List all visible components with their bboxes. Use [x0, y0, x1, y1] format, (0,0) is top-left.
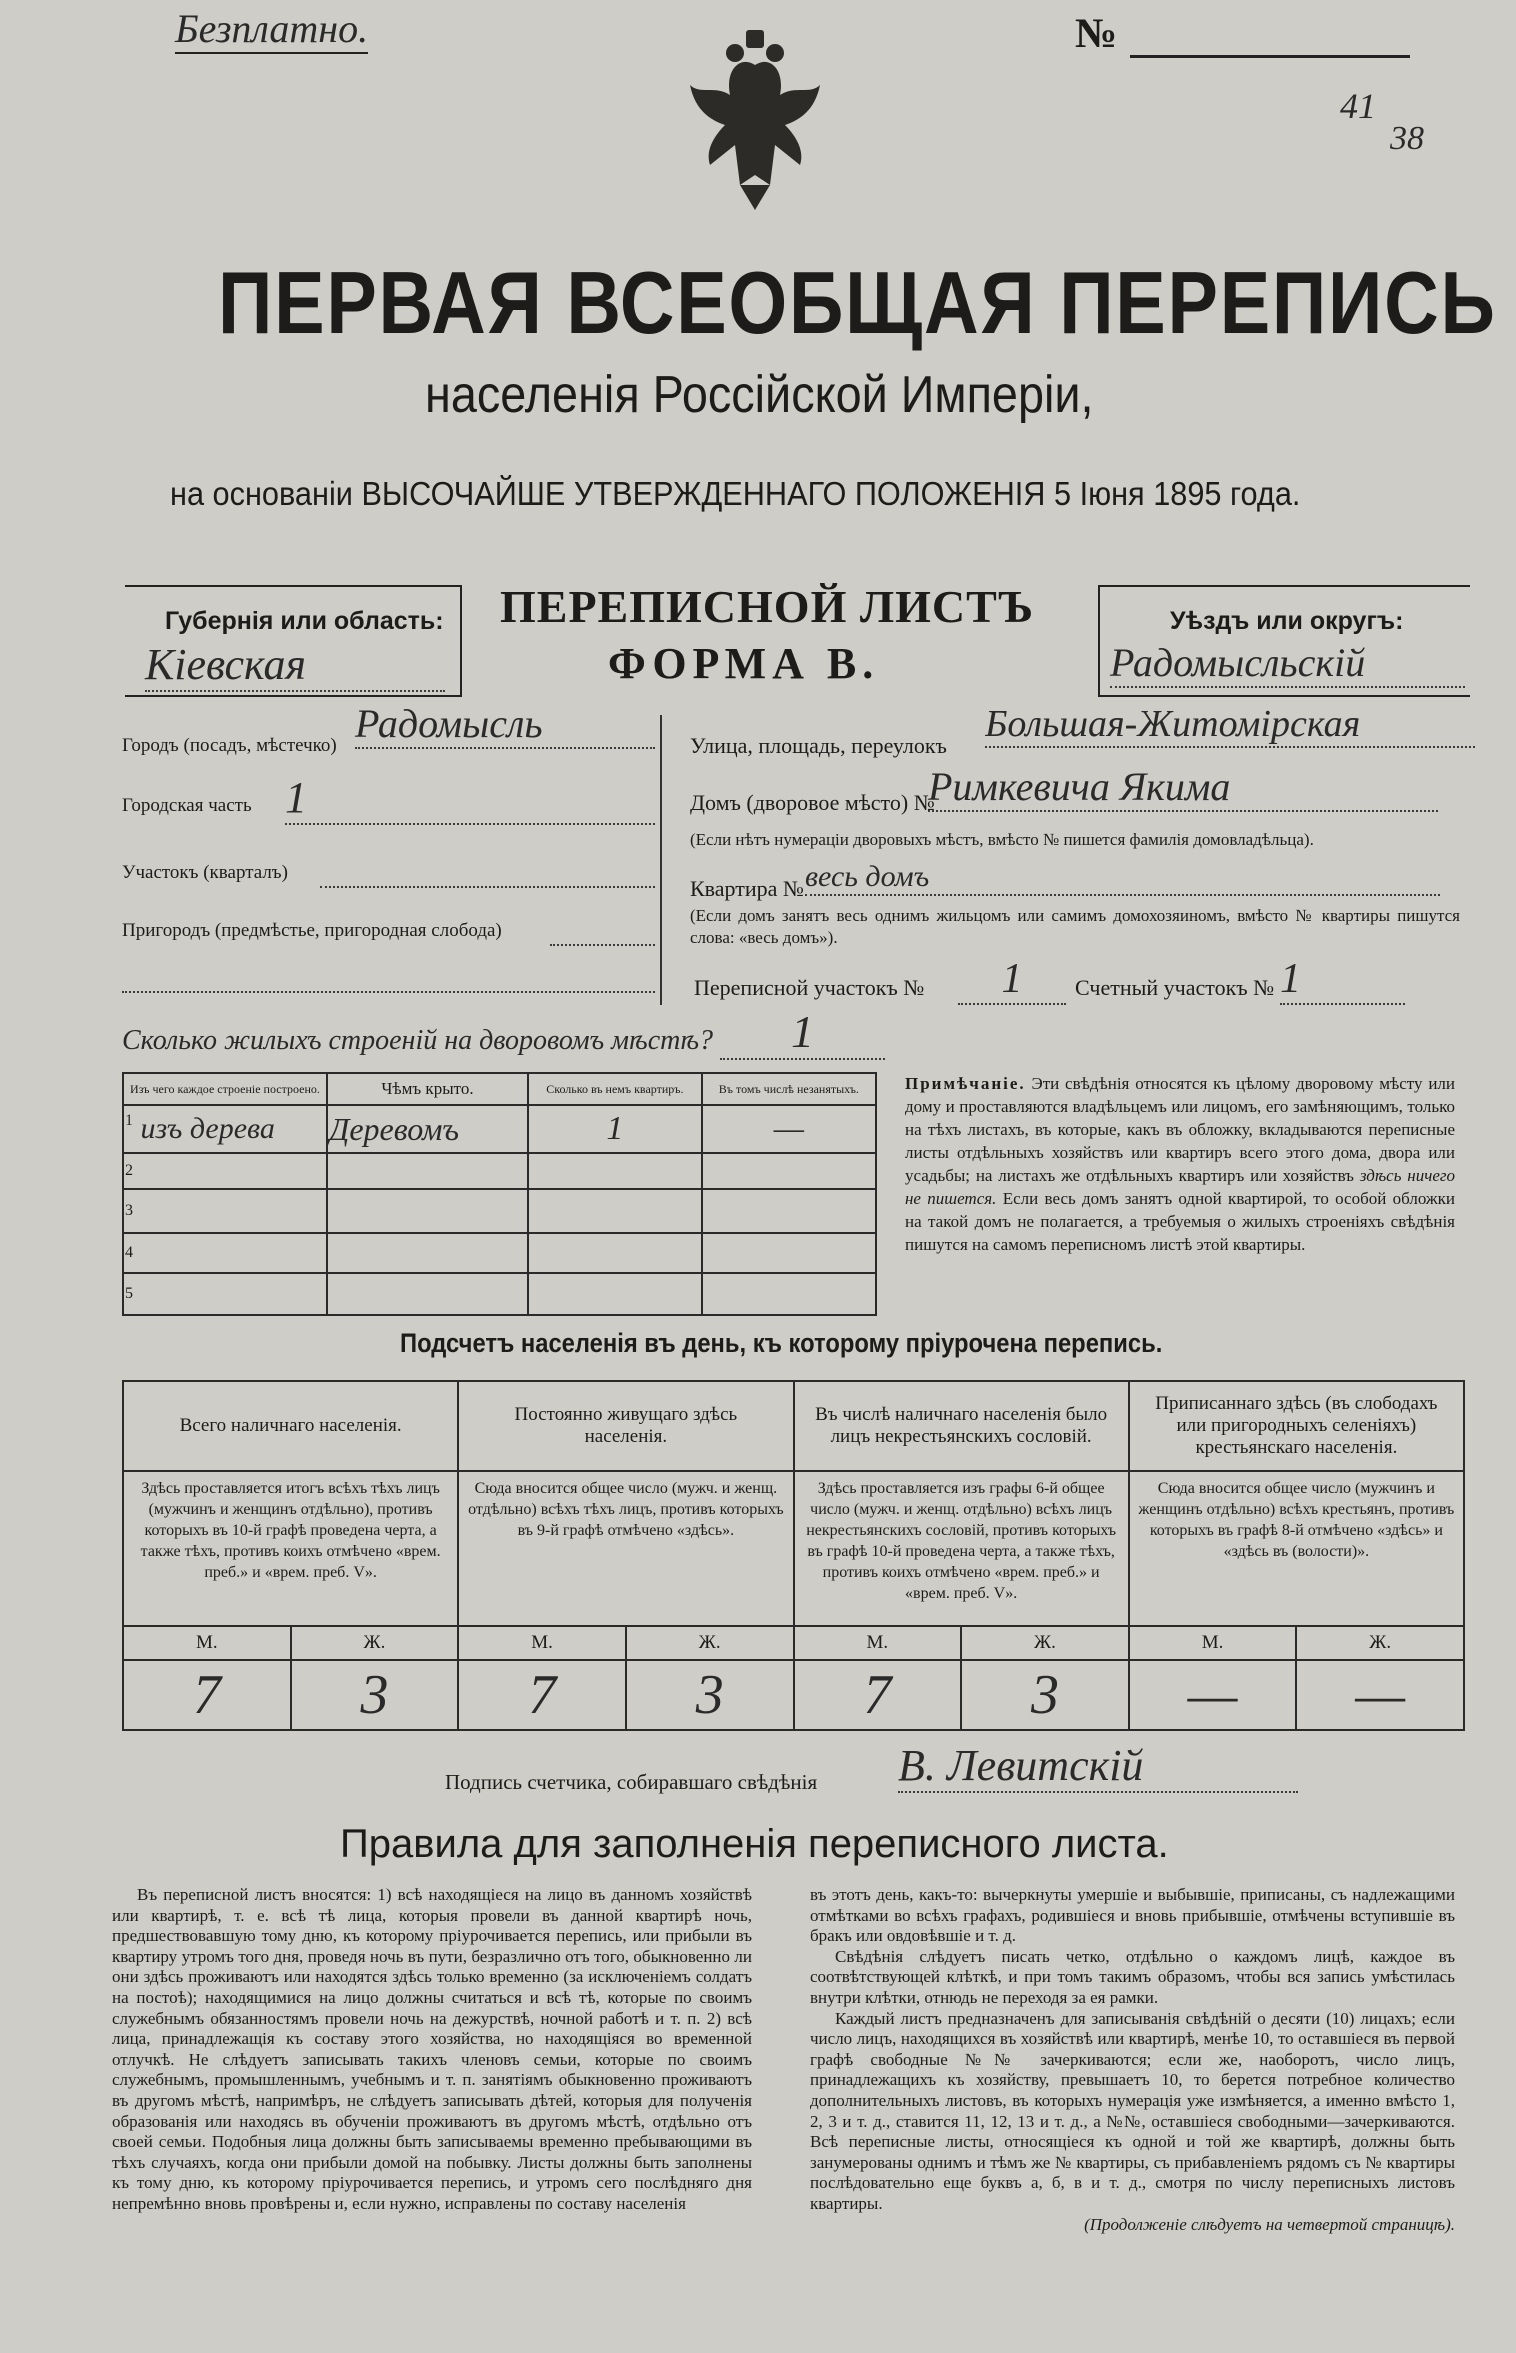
population-desc-row — [123, 1471, 1464, 1626]
buildings-answer[interactable]: 1 — [720, 1005, 885, 1060]
suburb-label: Пригородъ (предмѣстье, пригородная слобода) — [122, 920, 502, 941]
city-part-label: Городская часть — [122, 795, 252, 816]
col-3-desc: Здѣсь проставляется изъ графы 6-й общее число (мужч. и женщ. отдѣльно) всѣхъ лицъ некрестьянскихъ сословій, противъ которыхъ въ графѣ 10-й проведена черта, а также тѣхъ, противъ коихъ отмѣчено «врем. преб.» и «врем. преб. V». — [794, 1471, 1129, 1626]
city-part-value[interactable]: 1 — [285, 772, 655, 825]
col-1-f-value[interactable]: 3 — [291, 1660, 459, 1730]
col-3-title: Въ числѣ наличнаго населенія было лицъ некрестьянскихъ сословій. — [794, 1381, 1129, 1471]
province-label: Губернія или область: — [165, 607, 444, 635]
free-label: Безплатно. — [175, 5, 368, 54]
row-number: 2 — [125, 1162, 133, 1179]
buildings-table-header — [123, 1073, 876, 1105]
header-apartments: Сколько въ немъ квартиръ. — [528, 1073, 702, 1105]
apartment-label: Квартира № — [690, 876, 804, 901]
row-2-apartments[interactable] — [528, 1153, 702, 1189]
signature-value[interactable]: В. Левитскій — [898, 1740, 1298, 1793]
row-3-roof[interactable] — [327, 1189, 528, 1233]
col-2-desc: Сюда вносится общее число (мужч. и женщ. отдѣльно) всѣхъ тѣхъ лицъ, противъ которыхъ въ 9-й графѣ отмѣчено «здѣсь». — [458, 1471, 793, 1626]
count-district-label: Счетный участокъ № — [1075, 975, 1275, 1000]
table-row — [123, 1273, 876, 1315]
col-4-desc: Сюда вносится общее число (мужчинъ и женщинъ отдѣльно) всѣхъ крестьянъ, противъ которыхъ въ графѣ 8-й отмѣчено «здѣсь» и «здѣсь въ (волости)». — [1129, 1471, 1464, 1626]
street-value[interactable]: Большая-Житомірская — [985, 702, 1475, 748]
page-number-handwritten: 41 — [1340, 86, 1376, 126]
note-text-1: Эти свѣдѣнія относятся къ цѣлому дворовому мѣсту или дому и проставляются владѣльцемъ или лицомъ, его замѣняющимъ, только на тѣхъ листахъ, въ которые, какъ въ обложку, вкладываются переписные листы отдѣльныхъ хозяйствъ или квартиръ всего этого дома, двора или усадьбы; на листахъ же отдѣльныхъ квартиръ или хозяйствъ — [905, 1074, 1455, 1185]
row-4-roof[interactable] — [327, 1233, 528, 1273]
col-1-f-label: Ж. — [291, 1626, 459, 1660]
imperial-eagle-emblem — [680, 25, 830, 215]
row-1-roof[interactable]: Деревомъ — [327, 1105, 528, 1153]
col-1-desc: Здѣсь проставляется итогъ всѣхъ тѣхъ лицъ (мужчинъ и женщинъ отдѣльно), противъ которыхъ въ 10-й графѣ проведена черта, а также тѣхъ, противъ коихъ отмѣчено «врем. преб.» и «врем. преб. V». — [123, 1471, 458, 1626]
row-5-material[interactable] — [123, 1273, 327, 1315]
col-3-f-value[interactable]: 3 — [961, 1660, 1129, 1730]
col-1-m-label: М. — [123, 1626, 291, 1660]
street-label: Улица, площадь, переулокъ — [690, 733, 947, 758]
col-3-f-label: Ж. — [961, 1626, 1129, 1660]
buildings-table — [122, 1072, 877, 1316]
buildings-question: Сколько жилыхъ строеній на дворовомъ мѣстѣ? — [122, 1025, 714, 1056]
district-label: Уѣздъ или округъ: — [1170, 607, 1404, 635]
population-titles-row — [123, 1381, 1464, 1471]
census-district-value[interactable]: 1 — [958, 955, 1066, 1005]
col-4-m-value[interactable]: — — [1129, 1660, 1297, 1730]
row-3-empty[interactable] — [702, 1189, 876, 1233]
rules-right-column — [810, 1885, 1455, 2235]
population-values-row — [123, 1660, 1464, 1730]
district-value[interactable]: Радомысльскій — [1110, 639, 1465, 688]
row-4-material[interactable] — [123, 1233, 327, 1273]
col-2-f-label: Ж. — [626, 1626, 794, 1660]
main-title: ПЕРВАЯ ВСЕОБЩАЯ ПЕРЕПИСЬ — [218, 253, 1497, 352]
col-2-f-value[interactable]: 3 — [626, 1660, 794, 1730]
row-1-empty[interactable]: — — [702, 1105, 876, 1153]
table-row — [123, 1189, 876, 1233]
row-4-apartments[interactable] — [528, 1233, 702, 1273]
rules-continued: (Продолженіе слѣдуетъ на четвертой страницѣ). — [1084, 2214, 1455, 2234]
table-row — [123, 1153, 876, 1189]
apartment-note: (Если домъ занятъ весь однимъ жильцомъ или самимъ домохозяиномъ, вмѣсто № квартиры пишутся слова: «весь домъ»). — [690, 906, 1460, 947]
header-roof: Чѣмъ крыто. — [327, 1073, 528, 1105]
rules-right-para-1: въ этотъ день, какъ-то: вычеркнуты умершіе и выбывшіе, приписаны, съ надлежащими отмѣтками во всѣхъ графахъ, родившіеся и вновь прибывшіе, отмѣчены вступившіе въ бракъ или овдовѣвшіе и т. д. — [810, 1885, 1455, 1946]
province-box — [125, 585, 462, 697]
suburb-value[interactable] — [550, 938, 655, 946]
house-label: Домъ (дворовое мѣсто) № — [690, 790, 935, 815]
col-2-m-label: М. — [458, 1626, 626, 1660]
address-left-frame — [660, 715, 662, 1005]
row-1-material-value: изъ дерева — [140, 1112, 275, 1145]
rules-right-para-3: Каждый листъ предназначенъ для записыванія свѣдѣній о десяти (10) лицахъ; если число лицъ, находящихся въ хозяйствѣ или квартирѣ, менѣе 10, то оставшіеся въ первой графѣ свободные №№ зачеркиваются; если же, наоборотъ, число лицъ, принадлежащихъ къ хозяйству, превышаетъ 10, то берется потребное количество дополнительныхъ листовъ, въ которыхъ нумерація уже измѣняется, а именно вмѣсто 1, 2, 3 и т. д., ставится 11, 12, 13 и т. д., а №№, оставшіеся свободными—зачеркиваются. Всѣ переписные листы, относящіеся къ одной и той же квартирѣ, должны быть занумерованы однимъ и тѣмъ же № квартиры, съ прибавленіемъ рядомъ съ № квартиры послѣдовательно еще буквъ а, б, в и т. д., смотря по числу переписныхъ листовъ квартиры. — [810, 2008, 1455, 2213]
row-2-empty[interactable] — [702, 1153, 876, 1189]
signature-label: Подпись счетчика, собиравшаго свѣдѣнія — [445, 1770, 818, 1794]
house-value[interactable]: Римкевича Якима — [928, 763, 1438, 812]
rules-left-column: Въ переписной листъ вносятся: 1) всѣ находящіеся на лицо въ данномъ хозяйствѣ или квартирѣ, т. е. всѣ тѣ лица, которыя провели въ данной квартирѣ ночь, предшествовавшую тому дню, къ которому пріурочивается перепись, или прибыли въ квартиру утромъ того дня, проведя ночь въ пути, безразлично отъ того, обыкновенно ли они здѣсь проживаютъ или находятся здѣсь только временно (за исключеніемъ солдатъ на постоѣ); находящимися на лицо должны считаться и всѣ тѣ, которые по своимъ служебнымъ обязанностямъ провели ночь на дежурствѣ, ночной работѣ и т. п. 2) всѣ лица, принадлежащія къ составу этого хозяйства, но находящіяся во временной отлучкѣ. Не слѣдуетъ записывать такихъ членовъ семьи, которые по своимъ служебнымъ, промышленнымъ, учебнымъ и т. п. занятіямъ обыкновенно проживаютъ въ другомъ мѣстѣ, напримѣръ, не слѣдуетъ записывать дѣтей, которыя для полученія образованія или находясь въ обученіи проживаютъ въ другомъ мѣстѣ, отдѣльно отъ своей семьи. Подобныя лица должны быть записываемы временно пребывающими въ тѣхъ случаяхъ, когда они прибыли домой на побывку. Листы должны быть заполнены къ тому дню, къ которому пріурочивается перепись, и утромъ сего послѣдняго дня непремѣнно вновь провѣрены и, если нужно, исправлены по составу населенія — [112, 1885, 752, 2213]
row-1-apartments[interactable]: 1 — [528, 1105, 702, 1153]
row-5-roof[interactable] — [327, 1273, 528, 1315]
row-number: 5 — [125, 1285, 133, 1302]
note-text-2: Если весь домъ занятъ одной квартирой, то особой обложки на такой домъ не полагается, а требуемыя о жилыхъ строеніяхъ свѣдѣнія пишутся на самомъ переписномъ листѣ этой квартиры. — [905, 1189, 1456, 1254]
population-sex-row — [123, 1626, 1464, 1660]
apartment-value[interactable]: весь домъ — [805, 860, 1440, 896]
col-4-f-value[interactable]: — — [1296, 1660, 1464, 1730]
note-heading: Примѣчаніе. — [905, 1074, 1026, 1093]
suburb-value-line2[interactable] — [122, 985, 655, 993]
col-3-m-value[interactable]: 7 — [794, 1660, 962, 1730]
row-1-material[interactable] — [123, 1105, 327, 1153]
rules-heading: Правила для заполненія переписного листа. — [340, 1822, 1169, 1866]
row-3-apartments[interactable] — [528, 1189, 702, 1233]
rules-right-para-2: Свѣдѣнія слѣдуетъ писать четко, отдѣльно о каждомъ лицѣ, каждое въ соотвѣтствующей клѣткѣ, и при томъ такимъ образомъ, чтобы вся запись умѣстилась внутри клѣтки, отнюдь не переходя за ея рамки. — [810, 1946, 1455, 2007]
note-text-em: здѣсь ничего не пишется. — [905, 1166, 1456, 1208]
census-district-label: Переписной участокъ № — [694, 975, 925, 1000]
col-4-title: Приписаннаго здѣсь (въ слободахъ или пригородныхъ селеніяхъ) крестьянскаго населенія. — [1129, 1381, 1464, 1471]
col-4-f-label: Ж. — [1296, 1626, 1464, 1660]
town-value[interactable]: Радомысль — [355, 700, 655, 749]
buildings-note — [905, 1072, 1455, 1256]
row-2-material[interactable] — [123, 1153, 327, 1189]
col-1-m-value[interactable]: 7 — [123, 1660, 291, 1730]
sheet-title: ПЕРЕПИСНОЙ ЛИСТЪ — [500, 581, 1035, 632]
town-label: Городъ (посадъ, мѣстечко) — [122, 735, 337, 756]
form-label: ФОРМА В. — [608, 639, 880, 688]
count-district-value[interactable]: 1 — [1280, 955, 1405, 1005]
row-5-apartments[interactable] — [528, 1273, 702, 1315]
population-table — [122, 1380, 1465, 1731]
header-empty: Въ томъ числѣ незанятыхъ. — [702, 1073, 876, 1105]
row-2-roof[interactable] — [327, 1153, 528, 1189]
number-underline — [1130, 55, 1410, 58]
col-2-m-value[interactable]: 7 — [458, 1660, 626, 1730]
section-value[interactable] — [320, 880, 655, 888]
basis-line: на основаніи ВЫСОЧАЙШЕ УТВЕРЖДЕННАГО ПОЛОЖЕНІЯ 5 Іюня 1895 года. — [170, 475, 1301, 512]
document-number-label: № — [1075, 11, 1118, 57]
col-3-m-label: М. — [794, 1626, 962, 1660]
row-number: 4 — [125, 1244, 133, 1261]
row-number: 3 — [125, 1202, 133, 1219]
row-4-empty[interactable] — [702, 1233, 876, 1273]
section-label: Участокъ (кварталъ) — [122, 862, 288, 883]
page-number-handwritten-2: 38 — [1390, 120, 1424, 157]
table-row — [123, 1233, 876, 1273]
table-row — [123, 1105, 876, 1153]
subtitle: населенія Россійской Имперіи, — [425, 366, 1094, 424]
header-material: Изъ чего каждое строеніе построено. — [123, 1073, 327, 1105]
row-5-empty[interactable] — [702, 1273, 876, 1315]
col-1-title: Всего наличнаго населенія. — [123, 1381, 458, 1471]
house-note: (Если нѣтъ нумераціи дворовыхъ мѣстъ, вмѣсто № пишется фамилія домовладѣльца). — [690, 830, 1314, 849]
row-number: 1 — [125, 1112, 133, 1129]
province-value[interactable]: Кіевская — [145, 639, 445, 692]
col-2-title: Постоянно живущаго здѣсь населенія. — [458, 1381, 793, 1471]
col-4-m-label: М. — [1129, 1626, 1297, 1660]
row-3-material[interactable] — [123, 1189, 327, 1233]
district-box — [1098, 585, 1470, 697]
population-heading: Подсчетъ населенія въ день, къ которому пріурочена перепись. — [400, 1328, 1163, 1358]
